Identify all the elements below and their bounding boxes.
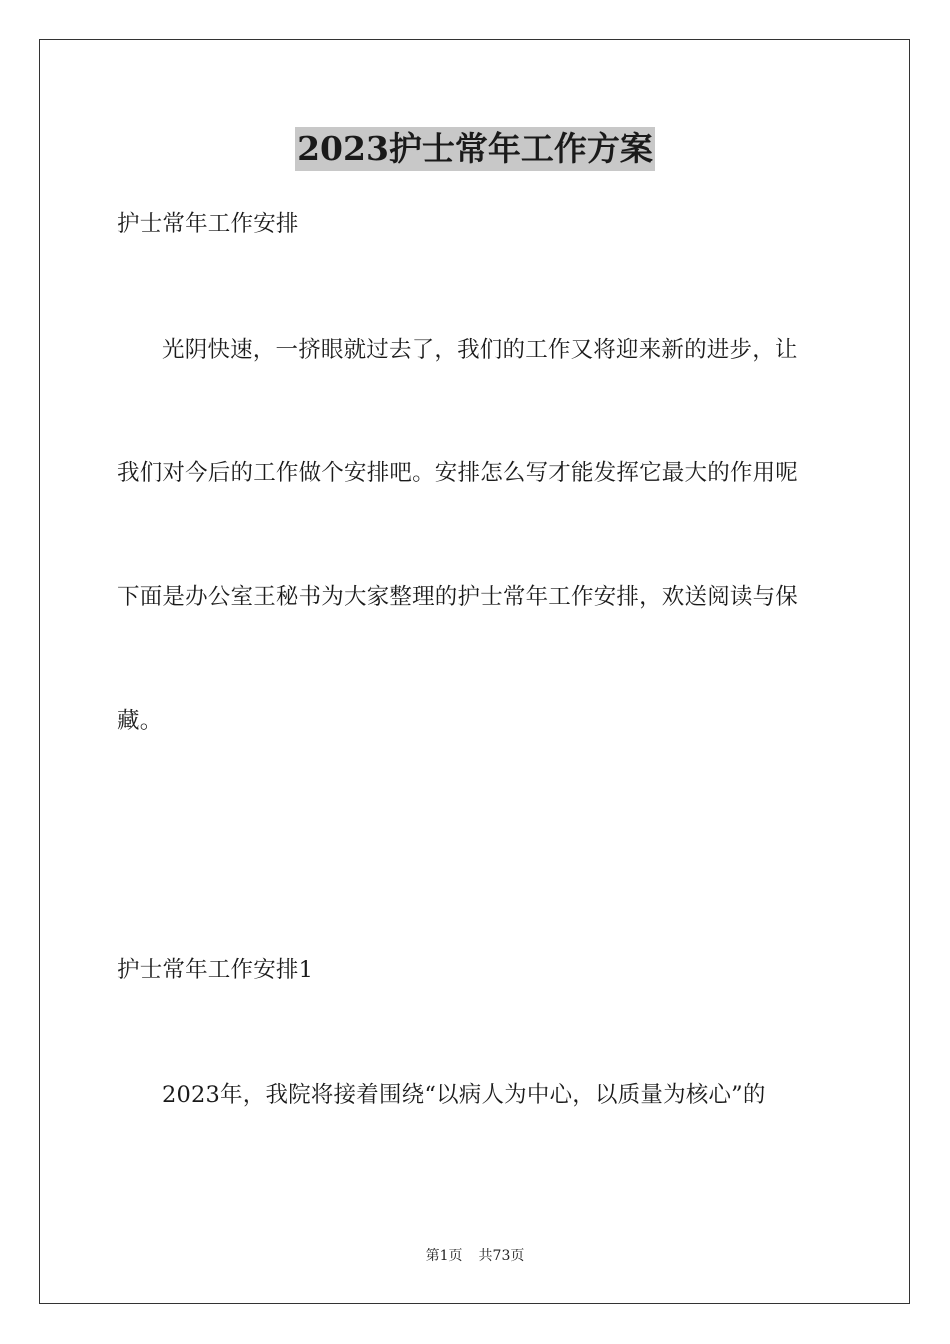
paragraph-line-5: 2023年，我院将接着围绕“以病人为中心，以质量为核心”的: [162, 1082, 766, 1108]
document-title: 2023护士常年工作方案: [295, 127, 655, 171]
paragraph-line-4: 藏。: [117, 708, 163, 734]
paragraph-line-2: 我们对今后的工作做个安排吧。安排怎么写才能发挥它最大的作用呢: [117, 460, 799, 486]
section-heading-2: 护士常年工作安排1: [117, 957, 314, 983]
section-heading: 护士常年工作安排: [117, 211, 299, 237]
page-footer: [0, 1246, 950, 1266]
paragraph-line-3: 下面是办公室王秘书为大家整理的护士常年工作安排，欢送阅读与保: [117, 584, 799, 610]
page-total: 共73页: [478, 1248, 525, 1264]
title-container: [0, 127, 950, 171]
page-number: 第1页: [425, 1248, 463, 1264]
paragraph-line-1: 光阴快速，一挤眼就过去了，我们的工作又将迎来新的进步，让: [162, 337, 798, 363]
